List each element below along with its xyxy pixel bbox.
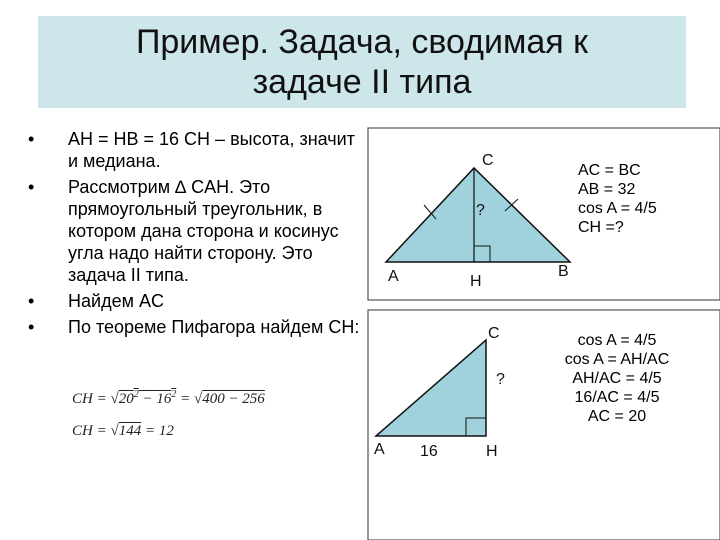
- label-a: A: [388, 268, 399, 285]
- label-h: H: [470, 273, 482, 290]
- bullet-text: Найдем AC: [68, 291, 164, 311]
- bullet-text: По теореме Пифагора найдем CH:: [68, 317, 360, 337]
- label-side-length: 16: [420, 443, 438, 460]
- label-c: C: [488, 325, 500, 342]
- label-unknown: ?: [476, 202, 485, 219]
- formula-pythagoras: CH = $√20^2 - 16^2 = √400 - 256$: [72, 389, 265, 407]
- bullet-item: • По теореме Пифагора найдем CH:: [28, 317, 360, 337]
- label-c: C: [482, 152, 494, 169]
- label-unknown: ?: [496, 371, 505, 388]
- bullet-item: • Найдем AC: [28, 291, 164, 311]
- label-b: B: [558, 263, 569, 280]
- title-line-1: Пример. Задача, сводимая к: [135, 23, 589, 61]
- formula-result: CH = √144 = 12: [72, 423, 174, 439]
- bullet-text: Рассмотрим ∆ CAH. Это прямоугольный треугольник, в котором дана сторона и косинус угла надо найти сторону. Это задача II типа.: [68, 177, 339, 285]
- label-h: H: [486, 443, 498, 460]
- given-data-box: AC = BC AB = 32 cos A = 4/5 CH =?: [578, 162, 657, 236]
- triangle-cah: [376, 340, 486, 436]
- bullet-text: AH = HB = 16 CH – высота, значит и медиана.: [68, 129, 355, 171]
- solution-steps: cos A = 4/5 cos A = AH/AC AH/AC = 4/5 16/AC = 4/5 AC = 20: [564, 332, 670, 425]
- title-line-2: задаче II типа: [252, 63, 472, 101]
- bullet-item: • AH = HB = 16 CH – высота, значит и медиана.: [28, 129, 355, 171]
- bullet-item: • Рассмотрим ∆ CAH. Это прямоугольный треугольник, в котором дана сторона и косинус угла надо найти сторону. Это задача II типа.: [28, 177, 339, 285]
- label-a: A: [374, 441, 385, 458]
